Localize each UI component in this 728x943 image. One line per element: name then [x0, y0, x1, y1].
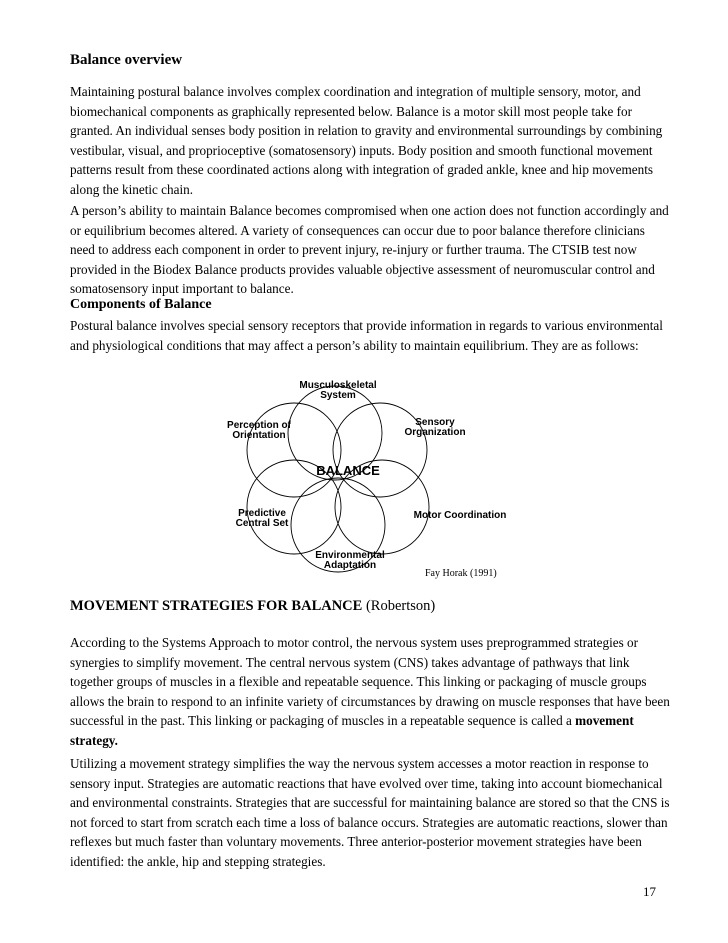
paragraph-systems-approach-text: According to the Systems Approach to motor control, the nervous system uses preprogrammed strategies or synergies to simplify movement. The central nervous system (CNS) takes advantage of pathways that link together groups of muscles in a flexible and repeatable sequence. This linking or packaging of muscle groups allows the brain to respond to an infinite variety of circumstances by drawing on muscle responses that have been successful in the past. This linking or packaging of muscles in a repeatable sequence is called a — [70, 635, 670, 728]
paragraph-movement-strategy: Utilizing a movement strategy simplifies the way the nervous system accesses a motor reaction in response to sensory input. Strategies are automatic reactions that have evolved over time, taking into account biomechanical and environmental constraints. Strategies that are successful for maintaining balance are stored so that the CNS is not forced to start from scratch each time a loss of balance occurs. Strategies are automatic reactions, slower than reflexes but much faster than voluntary movements. Three anterior-posterior movement strategies have been identified: the ankle, hip and stepping strategies. — [70, 756, 670, 869]
paragraph-systems-approach — [70, 633, 670, 750]
diagram-citation: Fay Horak (1991) — [425, 568, 497, 579]
label-system: System — [320, 390, 356, 401]
label-balance-center: BALANCE — [316, 463, 380, 478]
label-adaptation: Adaptation — [323, 560, 377, 571]
label-motor-coordination: Motor Coordination — [413, 510, 507, 521]
paragraph-balance-overview-1: Maintaining postural balance involves complex coordination and integration of multiple sensory, motor, and biomechanical components as graphically represented below. Balance is a motor skill most people take for granted. An individual senses body position in relation to gravity and environmental surroundings by combining vestibular, visual, and proprioceptive (somatosensory) inputs. Body position and smooth functional movement patterns result from these coordinated actions along with integration of graded ankle, knee and hip movements along the kinetic chain. — [70, 84, 663, 197]
paragraph-balance-overview-2: A person’s ability to maintain Balance becomes compromised when one action does not function accordingly and or equilibrium becomes altered. A variety of consequences can occur due to poor balance therefore clinicians need to address each component in order to prevent injury, re-injury or further trauma. The CTSIB test now provided in the Biodex Balance products provides valuable objective assessment of neuromuscular control and somatosensory input important to balance. — [70, 203, 669, 296]
label-organization: Organization — [404, 427, 466, 438]
page-number: 17 — [643, 884, 656, 899]
label-perception: Perception of — [227, 420, 291, 431]
circle-sensory — [333, 403, 427, 497]
heading-movement-strategies — [70, 598, 435, 615]
circle-perception — [247, 403, 341, 497]
heading-movement-strategies-bold: MOVEMENT STRATEGIES FOR BALANCE — [70, 598, 363, 614]
heading-components-of-balance: Components of Balance — [70, 297, 212, 312]
balance-components-diagram — [210, 375, 510, 585]
paragraph-components: Postural balance involves special sensory receptors that provide information in regards to various environmental and physiological conditions that may affect a person’s ability to maintain equilibrium. They are as follows: — [70, 318, 663, 353]
label-sensory: Sensory — [415, 417, 455, 428]
label-environmental: Environmental — [315, 550, 385, 561]
heading-movement-strategies-author: (Robertson) — [362, 598, 436, 614]
label-central-set: Central Set — [235, 518, 289, 529]
heading-balance-overview: Balance overview — [70, 52, 183, 68]
balance-diagram-svg — [210, 375, 510, 585]
label-musculoskeletal: Musculoskeletal — [299, 380, 377, 391]
term-movement-strategy: movement strategy. — [70, 713, 634, 748]
label-orientation: Orientation — [232, 430, 286, 441]
label-predictive: Predictive — [238, 508, 286, 519]
